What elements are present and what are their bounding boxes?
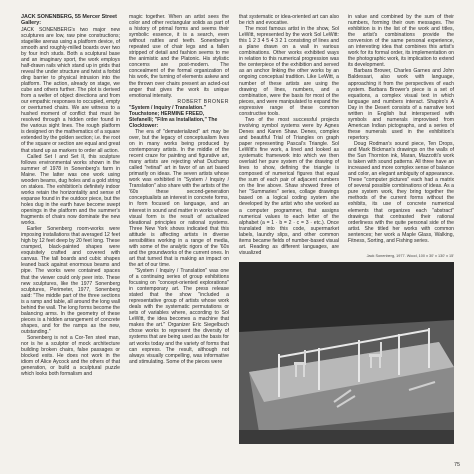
paragraph: Two of the most successful projects involving symbol systems were by Agnes Denes and Karen Shaw. Denes, complex and beautiful Trial of Triangles on graph paper representing Pascal's Triangle. Sol LeWitt's fine work, a lined and looked as systematic framework into which we then overlaid her pure system of the drawing of lines to show, defining the triangle is composed of numerical figures that equal the sum of each pair of adjacent numbers on the line above. Shaw showed three of her "Summaries" series, collage drawings based on a logical coding system she developed by the artist who she worked as a computer programmer, that assigns numerical values to each letter of the alphabet (a = 1 · b = 2 · c = 3 · etc.). Once translated into this code, supermarket labels, laundry slips, and other common items became fields of number-based visual art. Reading as different languages, are visualized — [239, 116, 339, 256]
installation-photo-graphic — [239, 262, 454, 444]
column-1 — [21, 14, 120, 462]
paragraph: The most famous artist in the show, Sol LeWitt, represented by the work Sol LeWitt: this 1 2 3 4 5 4 3 2 1 consisting of lines and a plane drawn on a wall in various combinations. Other works exhibited ways in relation to this numerical progression was the centerpiece of the exhibition and served as an anchor linking the other works by an ongoing conceptual tradition. Like LeWitt, a number of these artists are using the drawing of lines, numbers, and a combination, were the basis for most of the pieces, and were manipulated to expand the expressive range of these common constructive tools. — [239, 26, 339, 117]
column-3 — [239, 14, 339, 257]
paragraph: magic together. When an artist sees the color and other rectangular solids as part of a history of primal forms and seems their symbolic essence, it is a search, even without rattles and teeth. Sonenberg's repeated use of chair legs and a fallen stripped of detail and fashion seems to me the animistic and the Platonic. His stylistic concerns are post-modern. The concealment of the formal organization of his work, the turning of elements askew and the thrown over chairs present an acted-out anger that gives the work its unique emotional intensity. — [129, 14, 229, 99]
paragraph: Earlier Sonenberg room-works were imposing installations that averaged 12 feet high by 12 feet deep by 20 feet long. These cramped, black-painted shapes were exquisitely crafted and covered with canvas. The tall boards and cubic shapes leaned back against enormous beams and pipe. The works were contained spaces that the viewer could only peer into. These new sculptures, like the 1977 Sonenberg sculptures, Perimeter, 1977, Sonenberg said: "The middle part of the three sections is a ramp and table, all around the long wall behind the wall. The long forms become the balancing arms. In the geometry of these pieces is a hidden arrangement of concrete shapes, and for the ramps as the new, outstanding." — [21, 226, 120, 335]
paragraph: Doug Rodman's sound piece, Ten Drops, and Mark Bickman's drawings on the walls of the Sun Thornton ink, Maran, Mazzotti's work is taken with sound patterns. All three have an increased and more complex sense of balance and color, an elegant ambiguity of appearance. These "computer pictures" each had a matrix of several possible combinations of ideas. As a pure system work, they bring together the methods of the current forms without the exhibits, its use of concrete numerical elements that organizes each "abstract" drawings that contrasted their rational orderliness with the quite personal side of the artist. She titled her works with common sentences; her work a Maple Glass, Walking, Fitness, Sorting, and Fishing series. — [348, 140, 454, 244]
paragraph: The era of "dematerialized" art may be over, but the legacy of conceptualism lives on in many works being produced by contemporary artists. In the middle of the recent craze for painting and figurative art, many artists are rejecting what Duchamp called "retinal" art in favor of an art based primarily on ideas. The seven artists whose work was exhibited in "System / Inquiry / Translation" also share with the artists of the '60s these second-generation conceptualists an interest in concrete forms, in form focused on language, and an interest in sound and matter in works whose visual form is the result of actualized ideational principles or rational systems. Three New York shows indicated that this attitude is affecting artists in diverse sensibilities working in a range of media, with some of the analytic rigors of the '60s and the groundworks of the current ones. In art that turned that is making an impact on the art of our time. — [129, 128, 229, 268]
photo-caption: Jack Sonenberg, 1977. Wood, 100 x 30' x 130' x 15' — [366, 254, 454, 258]
paragraph: Sonenberg is not a Cor-Ten steel man, nor is he a sculptor of mock architecture building broken chairs, false passages or blocked exits. He does not work in the idiom of Alice Aycock and the others of that generation, or build a sculptural puzzle which looks both formalism and — [21, 334, 120, 378]
paragraph: JACK SONENBERG's two major new sculptures are low, raw pine constructions; stagelike arenas using a platform device, of smooth and roughly-milled boards over two by four inch studs. Both a sculptural base and an imaginary sport, the work employs half-drawn rails which stand up in grids that reveal the under structure and twist a forbid ding barrier to physical intrusion into the platform. The action, already on stage, we cube and others further. The plot is derived from a welter of object directions and from our empathic responses to occupied, empty or overturned chairs. We are witness to a hushed moment of conflict that must be resolved through a hidden order found in the various sight lines. The rough platform is designed on the mathematics of a square extended by the golden section; i.e. the root of the square or section are equal and great that stand up as markers to order all action. — [21, 26, 120, 154]
review-heading-system-inquiry: "System / Inquiry / Translation." Touchstone; HERMINE FREED, Stefanelli; "Film as Installation," The Clocktower: — [129, 104, 218, 129]
paragraph: Called Set I and Set II, this sculpture follows environmental works shown in the summer of 1978 in Sonenberg's farm in Maine. The latter was one work using wooden beams, dug holes and a gold string on stakes. The exhibition's definitely indoor works retain the horizontality and sense of expanse found in the outdoor piece, but the holes dug in the earth have become swept openings in the platform and the summer's fragments of chairs now dominate the new works. — [21, 153, 120, 227]
review-heading-sonenberg: JACK SONENBERG, 55 Mercer Street Gallery: — [21, 14, 117, 27]
paragraph: "System / Inquiry / Translation" was one of a continuing series of group exhibitions focusing on "concept-oriented explorations" in contemporary art. The press release stated that the show "included a representative group of artists whose work deals with the systematic permutations or sets of variables where, according to Sol LeWitt, the idea becomes a machine that makes the art." Organizer Eric Siegelbuch chose works to represent the diversity of systems that are being used as the basis for art works today and the variety of forms that can express. The result, although not always visually compelling, was informative and stimulating. Some of the pieces were — [129, 267, 229, 365]
paragraph: in value and combined by the sum of their numbers, forming their own messages. The exhibition is in the list of the work and titles, the artist's combinations provide the conversion of the same personal experience, an interesting idea that combines this artist's work for its formal order, its implementation on the photographic work, its implication to extend its development. — [348, 14, 454, 69]
column-4 — [348, 14, 454, 257]
installation-photo — [239, 262, 454, 444]
author-signature: ROBERT BRONER — [177, 98, 229, 105]
page-number: 75 — [454, 462, 460, 468]
paragraph: Barbara Brower, Charles Garnes and John Baldessari, also work with language, approaching it from the perspectives of each system. Barbara Brower's piece is a set of equations, a complex visual text in which language and numbers interact. Shapiro's A Day in the Desert consists of a narrative text written in English but interspersed with symbols and numerals improvised from American Indian pictographs, and a series of these numerals used in the exhibition's repertory. — [348, 68, 454, 141]
paragraph: that systematic or idea-oriented art can also be rich and evocative. — [239, 14, 339, 27]
column-2 — [129, 14, 229, 462]
